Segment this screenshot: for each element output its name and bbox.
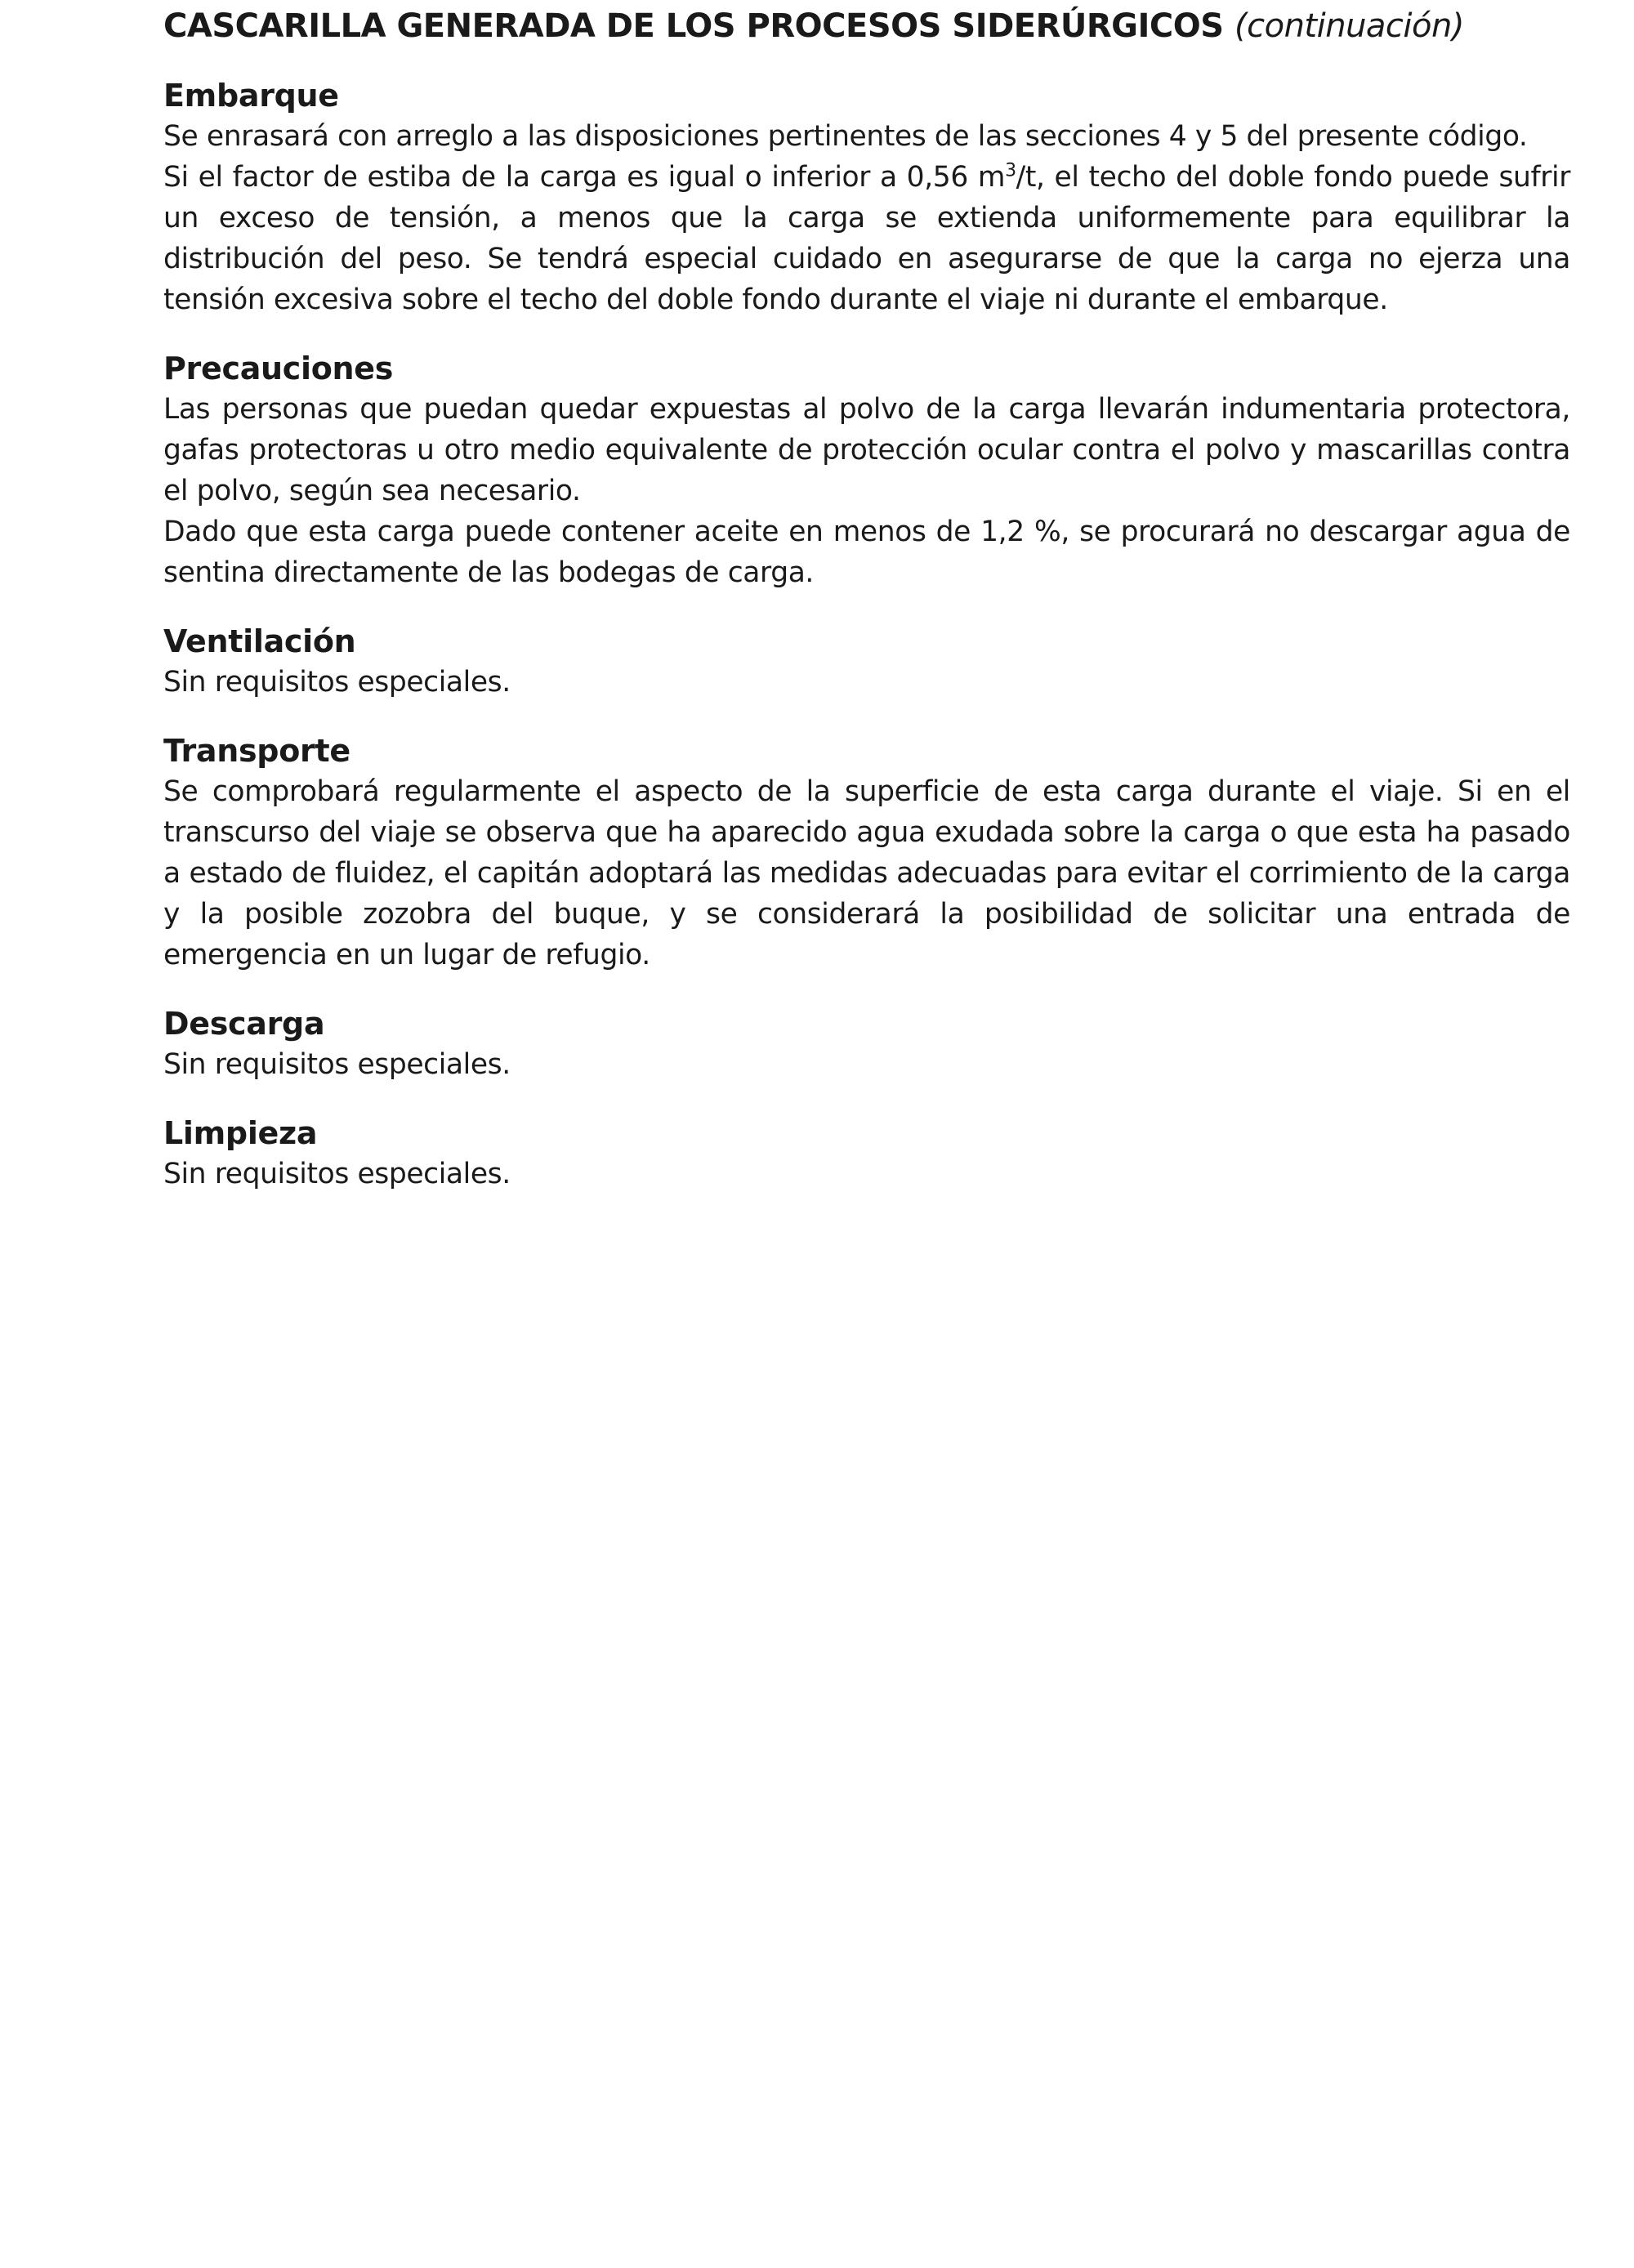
limpieza-paragraph-1: Sin requisitos especiales. bbox=[163, 1158, 511, 1190]
document-page bbox=[163, 0, 1570, 1194]
document-title bbox=[163, 5, 1570, 47]
transporte-paragraph-1: Se comprobará regularmente el aspecto de la superficie de esta carga durante el viaje. Si en el transcurso del viaje se observa que ha aparecido agua exudada sobre la carga o que esta ha pasado a estado de fluidez, el capitán adoptará las medidas adecuadas para evitar el corrimiento de la carga y la posible zozobra del buque, y se considerará la posibilidad de solicitar una entrada de emergencia en un lugar de refugio. bbox=[163, 775, 1570, 971]
section-heading-embarque: Embarque bbox=[163, 78, 339, 114]
section-heading-descarga: Descarga bbox=[163, 1006, 325, 1042]
embarque-paragraph-2 bbox=[163, 157, 1570, 320]
ventilacion-paragraph-1: Sin requisitos especiales. bbox=[163, 666, 511, 699]
section-heading-ventilacion: Ventilación bbox=[163, 623, 356, 659]
section-embarque bbox=[163, 75, 1570, 320]
embarque-paragraph-1: Se enrasará con arreglo a las disposiciones pertinentes de las secciones 4 y 5 del presente código. bbox=[163, 120, 1528, 153]
document-title-text: CASCARILLA GENERADA DE LOS PROCESOS SIDERÚRGICOS bbox=[163, 7, 1224, 45]
descarga-paragraph-1: Sin requisitos especiales. bbox=[163, 1048, 511, 1081]
document-title-suffix: (continuación) bbox=[1234, 7, 1464, 45]
section-transporte bbox=[163, 730, 1570, 976]
section-precauciones bbox=[163, 348, 1570, 593]
section-limpieza bbox=[163, 1113, 1570, 1194]
section-heading-transporte: Transporte bbox=[163, 733, 350, 769]
embarque-p2-superscript: 3 bbox=[1005, 160, 1016, 181]
embarque-p2-text-a: Si el factor de estiba de la carga es igual o inferior a 0,56 m bbox=[163, 161, 1006, 194]
precauciones-paragraph-2: Dado que esta carga puede contener aceite en menos de 1,2 %, se procurará no descargar agua de sentina directamente de las bodegas de carga. bbox=[163, 516, 1570, 589]
section-heading-limpieza: Limpieza bbox=[163, 1115, 318, 1151]
embarque-p2-text-b: /t, el techo del doble fondo puede sufrir un exceso de tensión, a menos que la carga se extienda uniformemente para equilibrar la distribución del peso. Se tendrá especial cuidado en asegurarse de que la carga no ejerza una tensión excesiva sobre el techo del doble fondo durante el viaje ni durante el embarque. bbox=[163, 161, 1570, 316]
section-heading-precauciones: Precauciones bbox=[163, 350, 394, 386]
precauciones-paragraph-1: Las personas que puedan quedar expuestas al polvo de la carga llevarán indumentaria protectora, gafas protectoras u otro medio equivalente de protección ocular contra el polvo y mascarillas contra el polvo, según sea necesario. bbox=[163, 393, 1570, 507]
section-ventilacion bbox=[163, 621, 1570, 703]
section-descarga bbox=[163, 1003, 1570, 1085]
